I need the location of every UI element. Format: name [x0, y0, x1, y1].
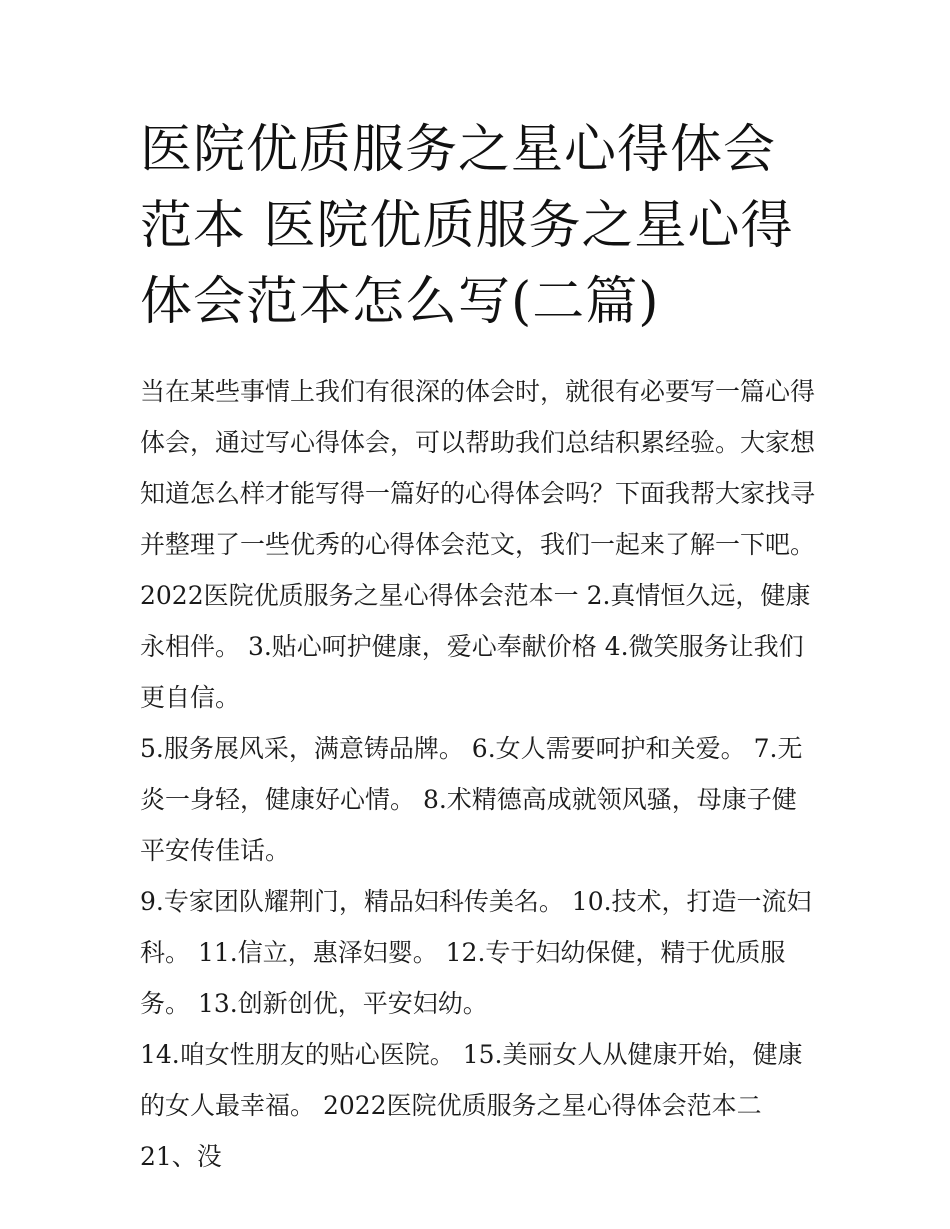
- slogan-paragraph-4: 14.咱女性朋友的贴心医院。 15.美丽女人从健康开始，健康的女人最幸福。 2022医院优质服务之星心得体会范本二 21、没: [140, 1040, 803, 1171]
- slogan-paragraph-1: 2022医院优质服务之星心得体会范本一 2.真情恒久远，健康永相伴。 3.贴心呵护健康，爱心奉献价格 4.微笑服务让我们更自信。: [140, 581, 811, 712]
- intro-paragraph: 当在某些事情上我们有很深的体会时，就很有必要写一篇心得体会，通过写心得体会，可以帮助我们总结积累经验。大家想知道怎么样才能写得一篇好的心得体会吗？下面我帮大家找寻并整理了一些优秀的心得体会范文，我们一起来了解一下吧。: [140, 377, 816, 559]
- document-body: [140, 366, 820, 1182]
- document-page: [140, 112, 820, 1182]
- slogan-paragraph-3: 9.专家团队耀荆门，精品妇科传美名。 10.技术，打造一流妇科。 11.信立，惠泽妇婴。 12.专于妇幼保健，精于优质服务。 13.创新创优，平安妇幼。: [140, 887, 812, 1018]
- slogan-paragraph-2: 5.服务展风采，满意铸品牌。 6.女人需要呵护和关爱。 7.无炎一身轻，健康好心情。 8.术精德高成就领风骚，母康子健平安传佳话。: [140, 734, 803, 865]
- document-title: 医院优质服务之星心得体会范本 医院优质服务之星心得体会范本怎么写(二篇): [140, 120, 794, 332]
